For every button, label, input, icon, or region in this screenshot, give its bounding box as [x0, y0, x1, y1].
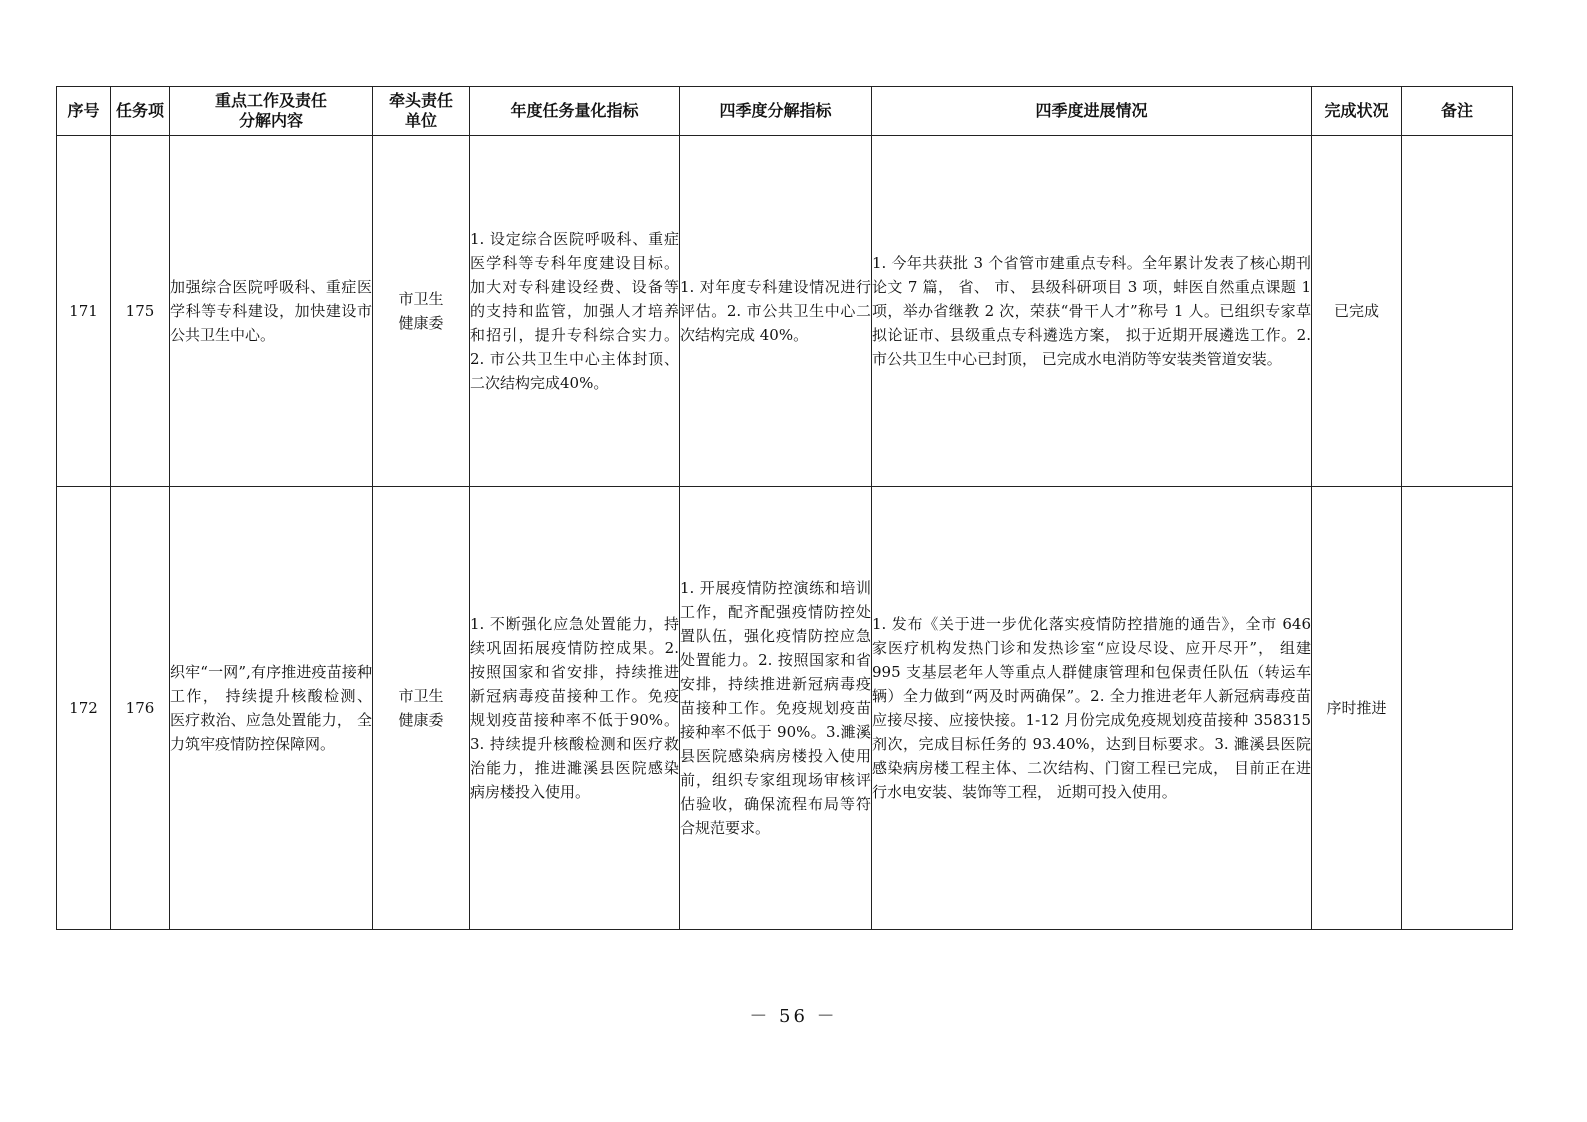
table-header-row — [57, 87, 1513, 136]
row-annual-indicator: 1. 设定综合医院呼吸科、重症医学科等专科年度建设目标。加大对专科建设经费、设备等的支持和监管，加强人才培养和招引，提升专科综合实力。 2. 市公共卫生中心主体封顶、二次结构完成40%。 — [470, 136, 680, 487]
header-lead-unit: 牵头责任 单位 — [373, 87, 470, 136]
header-q4-progress: 四季度进展情况 — [872, 87, 1312, 136]
row-task-no: 175 — [111, 136, 170, 487]
row-task-no: 176 — [111, 487, 170, 930]
table-row — [57, 136, 1513, 487]
row-seq: 171 — [57, 136, 111, 487]
row-q4-progress: 1. 发布《关于进一步优化落实疫情防控措施的通告》，全市 646 家医疗机构发热门诊和发热诊室“应设尽设、应开尽开”， 组建 995 支基层老年人等重点人群健康管理和包保责任队伍（转运车辆）全力做到“两及时两确保”。2. 全力推进老年人新冠病毒疫苗应接尽接、应接快接。1-12 月份完成免疫规划疫苗接种 358315 剂次，完成目标任务的 93.40%，达到目标要求。3. 濉溪县医院感染病房楼工程主体、二次结构、门窗工程已完成， 目前正在进行水电安装、装饰等工程， 近期可投入使用。 — [872, 487, 1312, 930]
row-content: 加强综合医院呼吸科、重症医学科等专科建设，加快建设市公共卫生中心。 — [170, 136, 373, 487]
row-lead-unit: 市卫生 健康委 — [373, 487, 470, 930]
header-annual-indicator: 年度任务量化指标 — [470, 87, 680, 136]
row-status: 序时推进 — [1312, 487, 1402, 930]
row-remark — [1402, 487, 1513, 930]
header-seq: 序号 — [57, 87, 111, 136]
row-annual-indicator: 1. 不断强化应急处置能力，持续巩固拓展疫情防控成果。2. 按照国家和省安排，持续推进新冠病毒疫苗接种工作。免疫规划疫苗接种率不低于90%。3. 持续提升核酸检测和医疗救治能力，推进濉溪县医院感染病房楼投入使用。 — [470, 487, 680, 930]
row-q4-progress: 1. 今年共获批 3 个省管市建重点专科。全年累计发表了核心期刊论文 7 篇， 省、 市、 县级科研项目 3 项，蚌医自然重点课题 1 项，举办省继教 2 次，荣获“骨干人才”称号 1 人。已组织专家草拟论证市、县级重点专科遴选方案， 拟于近期开展遴选工作。2.市公共卫生中心已封顶， 已完成水电消防等安装类管道安装。 — [872, 136, 1312, 487]
header-status: 完成状况 — [1312, 87, 1402, 136]
header-content: 重点工作及责任 分解内容 — [170, 87, 373, 136]
row-seq: 172 — [57, 487, 111, 930]
header-task-no: 任务项 — [111, 87, 170, 136]
row-lead-unit: 市卫生 健康委 — [373, 136, 470, 487]
row-q4-indicator: 1. 对年度专科建设情况进行评估。2. 市公共卫生中心二次结构完成 40%。 — [680, 136, 872, 487]
progress-table — [56, 86, 1513, 930]
page-number: － 56 － — [749, 1006, 838, 1027]
row-q4-indicator: 1. 开展疫情防控演练和培训工作，配齐配强疫情防控处置队伍，强化疫情防控应急处置能力。2. 按照国家和省安排，持续推进新冠病毒疫苗接种工作。免疫规划疫苗接种率不低于 90%。3.濉溪县医院感染病房楼投入使用前，组织专家组现场审核评估验收，确保流程布局等符合规范要求。 — [680, 487, 872, 930]
row-status: 已完成 — [1312, 136, 1402, 487]
header-remark: 备注 — [1402, 87, 1513, 136]
table-row — [57, 487, 1513, 930]
header-q4-indicator: 四季度分解指标 — [680, 87, 872, 136]
row-content: 织牢“一网”,有序推进疫苗接种工作， 持续提升核酸检测、 医疗救治、应急处置能力， 全力筑牢疫情防控保障网。 — [170, 487, 373, 930]
row-remark — [1402, 136, 1513, 487]
